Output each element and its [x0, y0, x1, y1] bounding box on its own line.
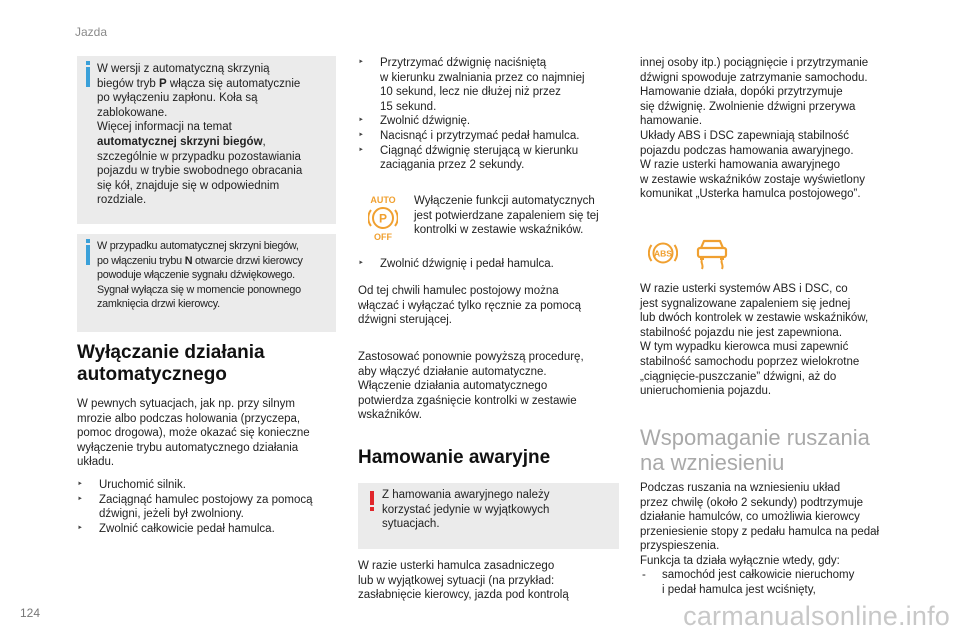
section-title-auto-off: Wyłączanie działania automatycznego [77, 342, 265, 385]
list-item: ‣ Zwolnić dźwignię. [358, 114, 622, 129]
abs-warning-icon [648, 238, 678, 268]
warning-box-emergency [358, 483, 619, 549]
list-item: - samochód jest całkowicie nieruchomy i pedał hamulca jest wciśnięty, [640, 568, 915, 597]
dsc-skid-icon [692, 236, 732, 270]
steps-list-2 [358, 56, 622, 173]
list-item: ‣ Zwolnić całkowicie pedał hamulca. [77, 522, 339, 537]
list-item: ‣ Ciągnąć dźwignię sterującą w kierunku zaciągania przez 2 sekundy. [358, 144, 622, 173]
warning-icon [370, 491, 374, 505]
abs-dsc-failure-text: W razie usterki systemów ABS i DSC, co jest sygnalizowane zapaleniem się jednej lub dwóch kontrolek w zestawie wskaźników, stabilność pojazdu nie jest zapewniona. W tym wypadku kierowca musi zapewnić stabilność samochodu poprzez wielokrotne „ciągnięcie-puszczanie” dźwigni, aż do unieruchomienia pojazdu. [640, 283, 869, 398]
icon-auto-letter: P [378, 211, 388, 226]
icon-auto-top: AUTO [370, 195, 396, 205]
info-box-text: W przypadku automatycznej skrzyni biegów, po włączeniu trybu N otwarcie drzwi kierowcy powoduje włączenie sygnału dźwiękowego. Sygnał wyłącza się w momencie ponownego zamknięcia drzwi kierowcy. [97, 240, 303, 311]
info-box-door-signal [77, 234, 336, 332]
section-title-emergency: Hamowanie awaryjne [358, 447, 551, 468]
info-icon [86, 67, 90, 87]
list-item: ‣ Przytrzymać dźwignię naciśniętą w kierunku zwalniania przez co najmniej 10 sekund, lecz nie dłużej niż przez 15 sekund. [358, 56, 622, 114]
emergency-continued-text: innej osoby itp.) pociągnięcie i przytrzymanie dźwigni spowoduje zatrzymanie samochodu. Hamowanie działa, dopóki przytrzymuje się dźwignię. Zwolnienie dźwigni przerywa hamowanie. Układy ABS i DSC zapewniają stabilność pojazdu podczas hamowania awaryjnego. W razie usterki hamowania awaryjnego w zestawie wskaźników zostaje wyświetlony komunikat „Usterka hamulca postojowego”. [640, 57, 869, 201]
brake-failure-text: W razie usterki hamulca zasadniczego lub w wyjątkowej sytuacji (na przykład: zasłabnięcie kierowcy, jazda pod kontrolą [358, 560, 569, 602]
reactivate-text: Zastosować ponownie powyższą procedurę, aby włączyć działanie automatyczne. Włączenie działania automatycznego potwierdza zgaśnięcie kontrolki w zestawie wskaźników. [358, 351, 584, 422]
auto-off-intro: W pewnych sytuacjach, jak np. przy silnym mrozie albo podczas holowania (przyczepa, pomoc drogowa), może okazać się konieczne wyłączenie trybu automatycznego działania układu. [77, 398, 310, 469]
info-box-text: W wersji z automatyczną skrzynią biegów tryb P włącza się automatycznie po wyłączeniu zapłonu. Koła są zablokowane. Więcej informacji na temat automatycznej skrzyni biegów, szczególnie w przypadku pozostawiania pojazdu w trybie swobodnego obracania się kół, znajduje się w odpowiednim rozdziale. [97, 63, 303, 207]
list-item: ‣ Zwolnić dźwignię i pedał hamulca. [358, 257, 622, 272]
warning-text: Z hamowania awaryjnego należy korzystać jedynie w wyjątkowych sytuacjach. [382, 489, 550, 531]
steps-list-1 [77, 478, 339, 536]
hill-start-text: Podczas ruszania na wzniesieniu układ przez chwilę (około 2 sekundy) podtrzymuje działanie hamulców, co umożliwia kierowcy przeniesienie stopy z pedału hamulca na pedał przyspieszenia. Funkcja ta działa wyłącznie wtedy, gdy: [640, 482, 880, 567]
manual-only-text: Od tej chwili hamulec postojowy można włączać i wyłączać tylko ręcznie za pomocą dźwigni sterującej. [358, 285, 582, 327]
icon-auto-bottom: OFF [374, 232, 392, 242]
list-item: ‣ Zaciągnąć hamulec postojowy za pomocą dźwigni, jeżeli był zwolniony. [77, 493, 339, 522]
list-item: ‣ Uruchomić silnik. [77, 478, 339, 493]
info-box-automatic-gearbox [77, 56, 336, 224]
list-item: ‣ Nacisnąć i przytrzymać pedał hamulca. [358, 129, 622, 144]
section-header: Jazda [75, 25, 108, 39]
auto-park-brake-off-icon [368, 194, 398, 242]
hill-start-conditions [640, 568, 915, 597]
steps-list-3 [358, 257, 622, 272]
auto-off-icon-text: Wyłączenie funkcji automatycznych jest potwierdzane zapaleniem się tej kontrolki w zestawie wskaźników. [414, 195, 599, 237]
section-title-hill-start: Wspomaganie ruszania na wzniesieniu [640, 425, 870, 475]
page-number: 124 [20, 606, 41, 620]
info-icon [86, 245, 90, 265]
abs-icon-label: ABS [654, 248, 672, 259]
watermark: carmanualsonline.info [683, 601, 950, 631]
